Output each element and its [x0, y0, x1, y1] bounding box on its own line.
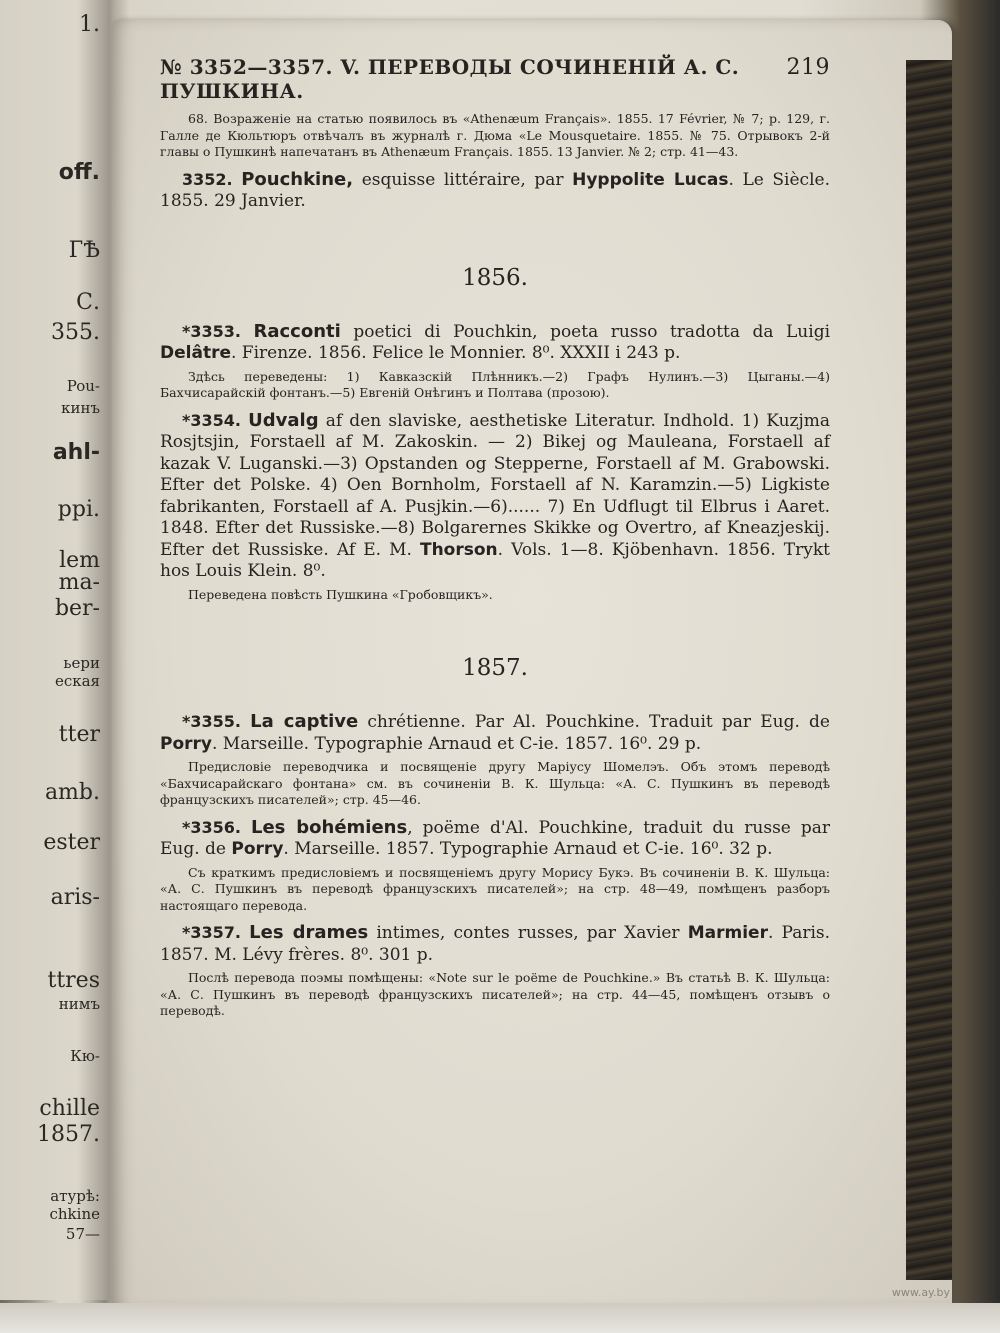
entry-author: Porry	[160, 733, 212, 754]
entry-keyword: Pouchkine,	[241, 168, 354, 190]
left-page-fragment: нимъ	[58, 995, 100, 1013]
left-page-fragment: ьери	[63, 654, 100, 672]
entry-note: Переведена повѣсть Пушкина «Гробовщикъ».	[188, 586, 493, 602]
entry-author: Porry	[231, 839, 284, 859]
entry-keyword: Udvalg	[248, 409, 319, 431]
entry-text-end: . Vols. 1—8. Kjöbenhavn. 1856. Trykt hos Louis Klein. 8⁰.	[160, 539, 831, 581]
entry-3355	[160, 711, 830, 755]
entry-number: *3354.	[182, 410, 241, 430]
left-page-fragment: Pou-	[66, 377, 100, 395]
book-spine	[906, 60, 952, 1280]
entry-text-end: . Marseille. 1857. Typographie Arnaud et C-ie. 16⁰. 32 p.	[283, 839, 773, 859]
left-page-fragment: ber-	[54, 596, 100, 621]
entry-keyword: Racconti	[253, 320, 341, 342]
entry-number: *3357.	[182, 923, 241, 942]
entry-text: , poëme d'Al. Pouchkine, traduit du russe par Eug. de	[160, 817, 831, 859]
left-page-fragment: ttres	[47, 968, 100, 993]
entry-keyword: Les bohémiens	[251, 816, 408, 838]
left-page-fragment: атурѣ:	[50, 1187, 100, 1205]
entry-text-end: . Paris. 1857. M. Lévy frères. 8⁰. 301 p.	[160, 923, 831, 965]
entry-3352	[160, 169, 830, 213]
section-1856	[160, 265, 830, 604]
left-page-fragment: ester	[43, 830, 100, 855]
entry-text-end: . Firenze. 1856. Felice le Monnier. 8⁰. XXXII i 243 p.	[230, 343, 681, 363]
left-page-fragment: ppi.	[57, 497, 100, 522]
left-page-edge	[0, 0, 110, 1300]
entry-text: esquisse littéraire, par	[361, 169, 573, 190]
entry-author: Thorson	[419, 539, 498, 560]
intro-note: 68. Возраженіе на статью появилось въ «Athenæum Français». 1855. 17 Février, № 7; p. 129, г. Галле де Кюльтюръ отвѣчалъ въ журналѣ г. Дюма «Le Mousquetaire. 1855. № 75. Отрывокъ 2-й главы о Пушкинѣ напечатанъ въ Athenæum Français. 1855. 13 Janvier. № 2; стр. 41—43.	[160, 111, 830, 159]
left-page-fragment: кинъ	[61, 399, 100, 417]
entry-author: Delâtre	[160, 343, 231, 363]
entry-keyword: La captive	[250, 711, 359, 732]
watermark: www.ay.by	[891, 1286, 950, 1299]
entry-number: *3353.	[182, 321, 241, 341]
entry-number: *3356.	[182, 817, 241, 837]
running-header	[160, 55, 830, 103]
entry-note: Предисловіе переводчика и посвященіе другу Маріусу Шомелэъ. Объ этомъ переводѣ «Бахчисарайскаго фонтана» см. въ сочиненіи В. К. Шульца: «А. С. Пушкинъ въ переводѣ французскихъ писателей»; стр. 45—46.	[160, 759, 830, 807]
left-page-fragment: Кю-	[70, 1047, 100, 1065]
left-page-fragment: chkine	[49, 1205, 100, 1223]
background-surface	[0, 1303, 1000, 1333]
left-page-fragment: 1.	[79, 12, 100, 37]
entry-text: chrétienne. Par Al. Pouchkine. Traduit par Eug. de	[367, 712, 830, 732]
section-1857	[160, 655, 830, 1020]
left-page-fragment: ma-	[58, 570, 100, 595]
entry-text-end: . Marseille. Typographie Arnaud et C-ie. 1857. 16⁰. 29 p.	[212, 733, 702, 754]
header-title: № 3352—3357. V. ПЕРЕВОДЫ СОЧИНЕНІЙ А. С. ПУШКИНА.	[160, 55, 740, 103]
left-page-fragment: ГѢ	[68, 238, 100, 263]
left-page-fragment: С.	[76, 290, 100, 315]
left-page-fragment: amb.	[44, 780, 100, 805]
page-number: 219	[786, 55, 830, 80]
entry-number: 3352.	[182, 169, 233, 189]
entry-author: Marmier	[687, 923, 768, 943]
left-page-fragment: 1857.	[37, 1122, 100, 1147]
entry-number: *3355.	[182, 712, 241, 731]
left-page-fragment: aris-	[50, 885, 100, 910]
entry-3356	[160, 817, 830, 861]
year-heading: 1856.	[462, 264, 528, 291]
year-heading: 1857.	[462, 655, 528, 681]
entry-3354	[160, 410, 830, 583]
entry-3353	[160, 321, 830, 365]
entry-note: Здѣсь переведены: 1) Кавказскій Плѣнникъ.—2) Графъ Нулинъ.—3) Цыганы.—4) Бахчисарайскій фонтанъ.—5) Евгеній Онѣгинъ и Полтава (прозою).	[160, 368, 830, 400]
entry-note: Послѣ перевода поэмы помѣщены: «Note sur le poëme de Pouchkine.» Въ статьѣ В. К. Шульца: «А. С. Пушкинъ въ переводѣ французскихъ писателей»; на стр. 44—45, помѣщенъ отзывъ о переводѣ.	[160, 970, 830, 1018]
left-page-fragment: lem	[59, 548, 100, 573]
left-page-fragment: ahl-	[52, 440, 100, 465]
entry-text: af den slaviske, aesthetiske Literatur. Indhold. 1) Kuzjma Rosjtsjin, Forstaell af M. Zakoskin. — 2) Bikej og Mauleana, Forstaell af kazak V. Luganski.—3) Opstanden og Stepperne, Forstaell af M. Grabowski. Efter det Polske. 4) Oen Bornholm, Forstaell af N. Karamzin.—5) Ligkiste fabrikanten, Forstaell af A. Pusjkin.—6)...... 7) En Udflugt til Elbrus i Aaret. 1848. Efter det Russiske.—8) Bolgarernes Skikke og Overtro, af Kneazjeskij. Efter det Russiske. Af E. M.	[160, 410, 831, 560]
left-page-fragment: 57—	[65, 1225, 100, 1243]
entry-author: Hyppolite Lucas	[572, 169, 729, 190]
left-page-fragment: chille	[39, 1096, 100, 1121]
entry-3357	[160, 922, 830, 966]
page-content	[160, 55, 830, 1020]
left-page-fragment: off.	[58, 160, 100, 185]
left-page-fragment: tter	[58, 722, 100, 747]
entry-text-end: . Le Siècle. 1855. 29 Janvier.	[160, 169, 830, 211]
entry-text: poetici di Pouchkin, poeta russo tradotta da Luigi	[353, 321, 831, 342]
entry-text: intimes, contes russes, par Xavier	[376, 923, 688, 943]
entry-note: Съ краткимъ предисловіемъ и посвященіемъ другу Морису Букэ. Въ сочиненіи В. К. Шульца: «А. С. Пушкинъ въ переводѣ французскихъ писателей»; на стр. 48—49, помѣщенъ разборъ настоящаго перевода.	[160, 864, 830, 913]
left-page-fragment: 355.	[51, 320, 100, 345]
entry-keyword: Les drames	[249, 922, 369, 943]
left-page-fragment: еская	[54, 672, 100, 690]
